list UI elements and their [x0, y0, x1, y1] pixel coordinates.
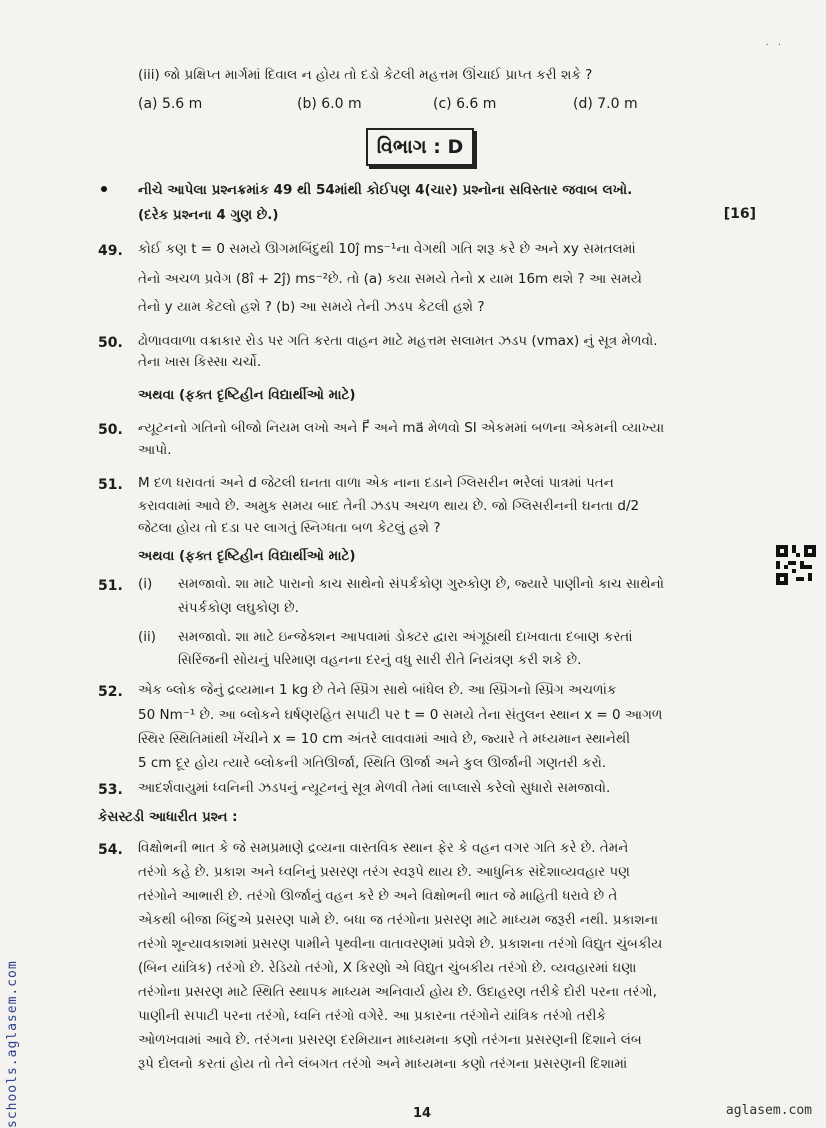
- total-marks: [16]: [723, 206, 756, 222]
- question-number-53: 53.: [98, 782, 123, 798]
- q54-line: ઓળખવામાં આવે છે. તરંગના પ્રસરણ દરમિયાન માધ્યમના કણો તરંગના પ્રસરણની દિશાને લંબ: [138, 1032, 642, 1048]
- q52-line: 5 cm દૂર હોય ત્યારે બ્લોકની ગતિઊર્જા, સ્થિતિ ઊર્જા અને કુલ ઊર્જાની ગણતરી કરો.: [138, 755, 607, 771]
- q54-line: એકથી બીજા બિંદુએ પ્રસરણ પામે છે. બધા જ તરંગોના પ્રસરણ માટે માધ્યમ જરૂરી નથી. પ્રકાશના: [138, 912, 659, 928]
- q51b-ii-label: (ii): [138, 629, 157, 645]
- question-number-51-alt: 51.: [98, 578, 123, 594]
- q53-line: આદર્શવાયુમાં ધ્વનિની ઝડપનું ન્યૂટનનું સૂત્ર મેળવી તેમાં લાપ્લાસે કરેલો સુધારો સમજાવો.: [138, 780, 611, 796]
- q54-line: (બિન યાંત્રિક) તરંગો છે. રેડિયો તરંગો, X કિરણો એ વિદ્યુત ચુંબકીય તરંગો છે. વ્યવહારમાં ઘણા: [138, 960, 637, 976]
- q54-line: વિક્ષોભની ભાત કે જે સમપ્રમાણે દ્રવ્યના વાસ્તવિક સ્થાન ફેર કે વહન વગર ગતિ કરે છે. તેમને: [138, 840, 629, 856]
- q51b-i-line: સંપર્કકોણ લઘુકોણ છે.: [178, 600, 299, 616]
- or-heading-2: અથવા (ફક્ત દૃષ્ટિહીન વિદ્યાર્થીઓ માટે): [138, 548, 356, 564]
- question-number-50: 50.: [98, 335, 123, 351]
- q54-line: તરંગોને આભારી છે. તરંગો ઊર્જાનું વહન કરે છે અને વિક્ષોભની ભાત જે માહિતી ધરાવે છે તે: [138, 888, 618, 904]
- corner-dots: · ·: [765, 40, 784, 51]
- q51b-i-line: સમજાવો. શા માટે પારાનો કાચ સાથેનો સંપર્કકોણ ગુરુકોણ છે, જ્યારે પાણીનો કાચ સાથેનો: [178, 576, 665, 592]
- question-number-54: 54.: [98, 842, 123, 858]
- instruction-line-1: નીચે આપેલા પ્રશ્નક્રમાંક 49 થી 54માંથી કોઈપણ 4(ચાર) પ્રશ્નોના સવિસ્તાર જવાબ લખો.: [138, 182, 633, 198]
- page-number: 14: [413, 1106, 432, 1121]
- q51-line: M દળ ધરાવતાં અને d જેટલી ઘનતા વાળા એક નાના દડાને ગ્લિસરીન ભરેલાં પાત્રમાં પતન: [138, 475, 614, 491]
- question-number-50-alt: 50.: [98, 422, 123, 438]
- q49-line: કોઈ કણ t = 0 સમયે ઊગમબિંદુથી 10ĵ ms⁻¹ના વેગથી ગતિ શરૂ કરે છે અને xy સમતલમાં: [138, 241, 636, 257]
- q52-line: 50 Nm⁻¹ છે. આ બ્લોકને ઘર્ષણરહિત સપાટી પર t = 0 સમયે તેના સંતુલન સ્થાન x = 0 આગળ: [138, 707, 663, 723]
- q54-line: તરંગો કહે છે. પ્રકાશ અને ધ્વનિનું પ્રસરણ તરંગ સ્વરૂપે થાય છે. આધુનિક સંદેશાવ્યવહાર પણ: [138, 864, 630, 880]
- q50b-line: આપો.: [138, 442, 172, 458]
- question-number-51: 51.: [98, 477, 123, 493]
- q49-line: તેનો y યામ કેટલો હશે ? (b) આ સમયે તેની ઝડપ કેટલી હશે ?: [138, 299, 485, 315]
- option-a: (a) 5.6 m: [138, 96, 203, 112]
- or-heading-1: અથવા (ફક્ત દૃષ્ટિહીન વિદ્યાર્થીઓ માટે): [138, 387, 356, 403]
- instruction-line-2: (દરેક પ્રશ્નના 4 ગુણ છે.): [138, 207, 279, 223]
- q50b-line: ન્યૂટનનો ગતિનો બીજો નિયમ લખો અને F⃗ અને ma⃗ મેળવો SI એકમમાં બળના એકમની વ્યાખ્યા: [138, 420, 665, 436]
- q52-line: એક બ્લોક જેનું દ્રવ્યમાન 1 kg છે તેને સ્પ્રિંગ સાથે બાંધેલ છે. આ સ્પ્રિંગનો સ્પ્રિંગ અચળાંક: [138, 682, 617, 698]
- q52-line: સ્થિર સ્થિતિમાંથી ખેંચીને x = 10 cm અંતરે લાવવામાં આવે છે, જ્યારે તે મધ્યમાન સ્થાનેથી: [138, 731, 631, 747]
- q49-line: તેનો અચળ પ્રવેગ (8î + 2ĵ) ms⁻²છે. તો (a) કયા સમયે તેનો x યામ 16m થશે ? આ સમયે: [138, 271, 642, 287]
- option-c: (c) 6.6 m: [433, 96, 497, 112]
- q-iii-text: (iii) જો પ્રક્ષિપ્ત માર્ગમાં દિવાલ ન હોય તો દડો કેટલી મહત્તમ ઊંચાઈ પ્રાપ્ત કરી શકે ?: [138, 67, 593, 83]
- corner-watermark: aglasem.com: [725, 1103, 812, 1118]
- side-watermark: schools.aglasem.com: [5, 960, 20, 1128]
- q51b-ii-line: સિરિંજની સોયનું પરિમાણ વહનના દરનું વધુ સારી રીતે નિયંત્રણ કરી શકે છે.: [178, 652, 582, 668]
- q54-line: તરંગોના પ્રસરણ માટે સ્થિતિ સ્થાપક માધ્યમ અનિવાર્ય હોય છે. ઉદાહરણ તરીકે દોરી પરના તરંગો,: [138, 984, 657, 1000]
- q54-line: પાણીની સપાટી પરના તરંગો, ધ્વનિ તરંગો વગેરે. આ પ્રકારના તરંગોને યાંત્રિક તરંગો તરીકે: [138, 1008, 607, 1024]
- option-b: (b) 6.0 m: [297, 96, 362, 112]
- question-number-49: 49.: [98, 243, 123, 259]
- q51b-i-label: (i): [138, 576, 153, 592]
- bullet-icon: [101, 186, 107, 192]
- option-d: (d) 7.0 m: [573, 96, 638, 112]
- question-number-52: 52.: [98, 684, 123, 700]
- q50-line: ઢોળાવવાળા વક્રાકાર રોડ પર ગતિ કરતા વાહન માટે મહત્તમ સલામત ઝડપ (vmax) નું સૂત્ર મેળવો.: [138, 333, 658, 349]
- section-title-box: [366, 128, 474, 166]
- q51-line: જેટલા હોય તો દડા પર લાગતું સ્નિગ્ધતા બળ કેટલું હશે ?: [138, 520, 441, 536]
- qr-code-icon: [776, 545, 816, 585]
- q51-line: કરાવવામાં આવે છે. અમુક સમય બાદ તેની ઝડપ અચળ થાય છે. જો ગ્લિસરીનની ઘનતા d/2: [138, 498, 640, 514]
- q54-line: તરંગો શૂન્યાવકાશમાં પ્રસરણ પામીને પૃથ્વીના વાતાવરણમાં પ્રવેશે છે. પ્રકાશના તરંગો વિદ્યુત ચુંબકીય: [138, 936, 663, 952]
- case-study-heading: કેસસ્ટડી આધારીત પ્રશ્ન :: [98, 809, 238, 825]
- q51b-ii-line: સમજાવો. શા માટે ઇન્જેક્શન આપવામાં ડોક્ટર દ્વારા અંગૂઠાથી દાખવાતા દબાણ કરતાં: [178, 629, 633, 645]
- q54-line: રૂપે દોલનો કરતાં હોય તો તેને લંબગત તરંગો અને માધ્યમના કણો તરંગના પ્રસરણની દિશામાં: [138, 1056, 628, 1072]
- section-title: વિભાગ : D: [376, 136, 464, 158]
- q50-line: તેના ખાસ કિસ્સા ચર્ચો.: [138, 354, 262, 370]
